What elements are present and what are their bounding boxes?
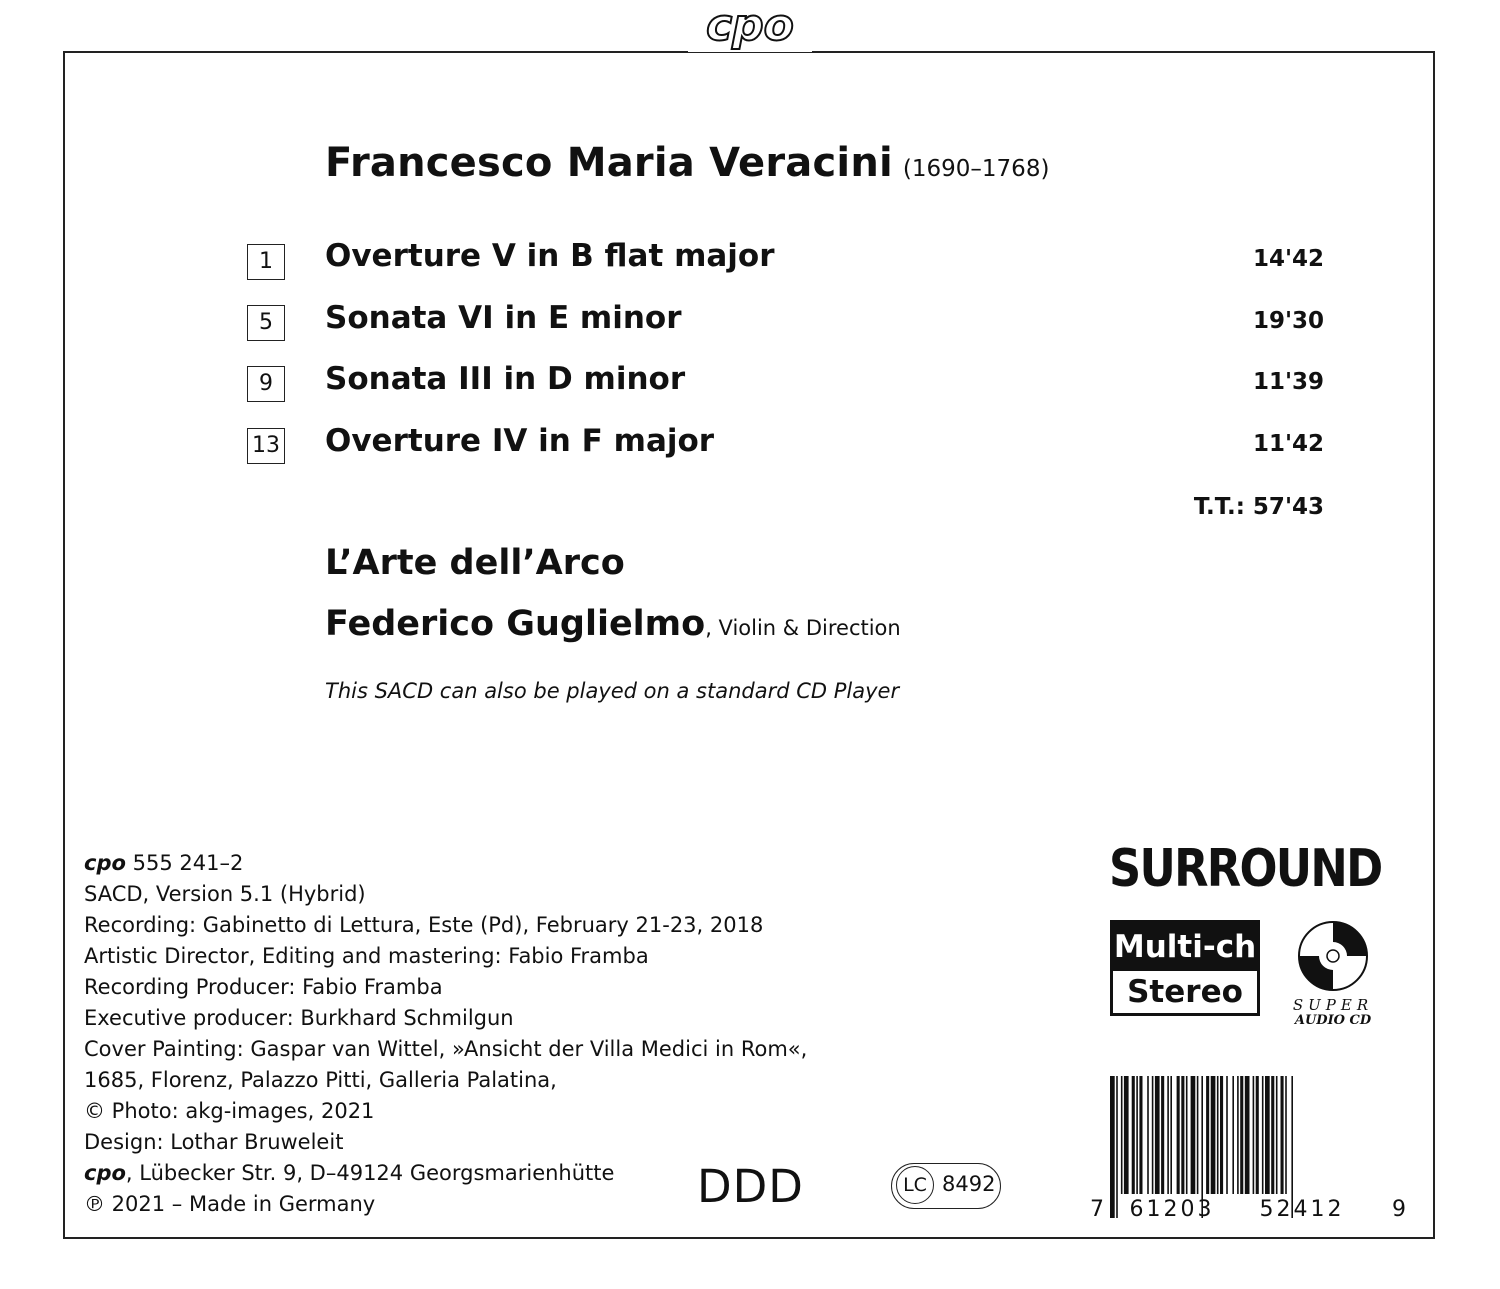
barcode-digit-check: 9 [1392, 1197, 1406, 1221]
barcode-bar [1191, 1076, 1196, 1194]
cpo-logo-text: cpo [706, 0, 794, 51]
credit-line: Design: Lothar Bruweleit [84, 1130, 344, 1154]
barcode-digits-left: 61203 [1129, 1197, 1215, 1221]
barcode [1088, 1076, 1408, 1221]
barcode-bar [1152, 1076, 1154, 1194]
barcode-bar [1147, 1076, 1149, 1194]
lc-number: 8492 [942, 1172, 996, 1196]
track-title: Sonata VI in E minor [325, 300, 682, 336]
catalog-number: 555 241–2 [125, 851, 244, 875]
barcode-bar [1197, 1076, 1199, 1194]
barcode-bar [1281, 1076, 1284, 1194]
composer-name: Francesco Maria Veracini [325, 140, 893, 186]
cpo-label: cpo [84, 851, 126, 875]
barcode-bar [1110, 1076, 1115, 1218]
barcode-bar [1265, 1076, 1270, 1194]
track-number: 9 [247, 366, 285, 402]
surround-logo: SURROUND [1109, 839, 1382, 899]
track-title: Overture IV in F major [325, 423, 715, 459]
multich-stereo-badge [1110, 920, 1260, 1016]
barcode-bar [1285, 1076, 1287, 1194]
credit-line: 1685, Florenz, Palazzo Pitti, Galleria Palatina, [84, 1068, 557, 1092]
barcode-bar [1186, 1076, 1188, 1194]
barcode-digit-lead: 7 [1090, 1197, 1104, 1221]
barcode-bar [1240, 1076, 1243, 1194]
composer-dates: (1690–1768) [902, 156, 1050, 182]
track-number: 13 [247, 428, 285, 464]
copyright-line: ℗ 2021 – Made in Germany [84, 1192, 376, 1216]
barcode-bar [1181, 1076, 1184, 1194]
performer-role: , Violin & Direction [705, 616, 901, 640]
credit-line: Cover Painting: Gaspar van Wittel, »Ansicht der Villa Medici in Rom«, [84, 1037, 808, 1061]
credit-line: SACD, Version 5.1 (Hybrid) [84, 882, 366, 906]
barcode-bar [1276, 1076, 1278, 1194]
track-duration: 11'39 [1252, 369, 1324, 395]
credit-line: Artistic Director, Editing and mastering: Fabio Framba [84, 944, 649, 968]
barcode-bar [1177, 1076, 1180, 1194]
ensemble-name: L’Arte dell’Arco [325, 543, 625, 583]
stereo-label: Stereo [1127, 974, 1243, 1010]
sacd-compatibility-note: This SACD can also be played on a standard CD Player [325, 679, 900, 703]
barcode-bar [1226, 1076, 1228, 1194]
credit-line: Executive producer: Burkhard Schmilgun [84, 1006, 514, 1030]
lc-label: LC [896, 1166, 934, 1204]
credit-line: Recording: Gabinetto di Lettura, Este (Pd), February 21-23, 2018 [84, 913, 764, 937]
cpo-logo [688, 0, 812, 52]
multich-label: Multi-ch [1113, 923, 1257, 971]
barcode-bar [1136, 1076, 1138, 1194]
barcode-bar [1167, 1076, 1169, 1194]
track-title: Sonata III in D minor [325, 361, 686, 397]
track-number: 1 [247, 244, 285, 280]
performer [325, 604, 901, 644]
label-code-badge [891, 1163, 1001, 1209]
address: , Lübecker Str. 9, D–49124 Georgsmarienhütte [125, 1161, 615, 1185]
track-number: 5 [247, 305, 285, 341]
barcode-bar [1271, 1076, 1274, 1194]
barcode-bar [1237, 1076, 1239, 1194]
track-duration: 19'30 [1252, 308, 1324, 334]
barcode-bar [1139, 1076, 1142, 1194]
barcode-bar [1253, 1076, 1255, 1194]
super-audio-cd-logo [1285, 918, 1381, 1028]
barcode-digits-right: 52412 [1259, 1197, 1345, 1221]
barcode-bar [1206, 1076, 1209, 1194]
track-duration: 11'42 [1252, 431, 1324, 457]
credit-line: © Photo: akg-images, 2021 [84, 1099, 375, 1123]
super-text: SUPER [1292, 996, 1374, 1014]
barcode-bar [1211, 1076, 1216, 1194]
track-title: Overture V in B flat major [325, 238, 775, 274]
barcode-bar [1217, 1076, 1219, 1194]
barcode-bar [1121, 1076, 1123, 1194]
barcode-bar [1256, 1076, 1259, 1194]
audio-cd-text: AUDIO CD [1294, 1013, 1372, 1028]
barcode-bar [1132, 1076, 1135, 1194]
track-duration: 14'42 [1252, 246, 1324, 272]
barcode-bar [1232, 1076, 1234, 1194]
barcode-bar [1161, 1076, 1164, 1194]
performer-name: Federico Guglielmo [325, 604, 706, 644]
barcode-bar [1245, 1076, 1250, 1194]
barcode-bar [1220, 1076, 1223, 1194]
barcode-bar [1170, 1076, 1172, 1194]
barcode-bar [1262, 1076, 1264, 1194]
barcode-bar [1116, 1076, 1118, 1218]
barcode-bar [1124, 1076, 1129, 1194]
composer-heading [325, 140, 1049, 186]
credit-line: Recording Producer: Fabio Framba [84, 975, 443, 999]
ddd-code: DDD [697, 1160, 804, 1213]
catalog-line [84, 848, 807, 879]
cpo-label: cpo [84, 1161, 126, 1185]
barcode-bar [1155, 1076, 1160, 1194]
total-time: T.T.: 57'43 [1193, 494, 1324, 520]
